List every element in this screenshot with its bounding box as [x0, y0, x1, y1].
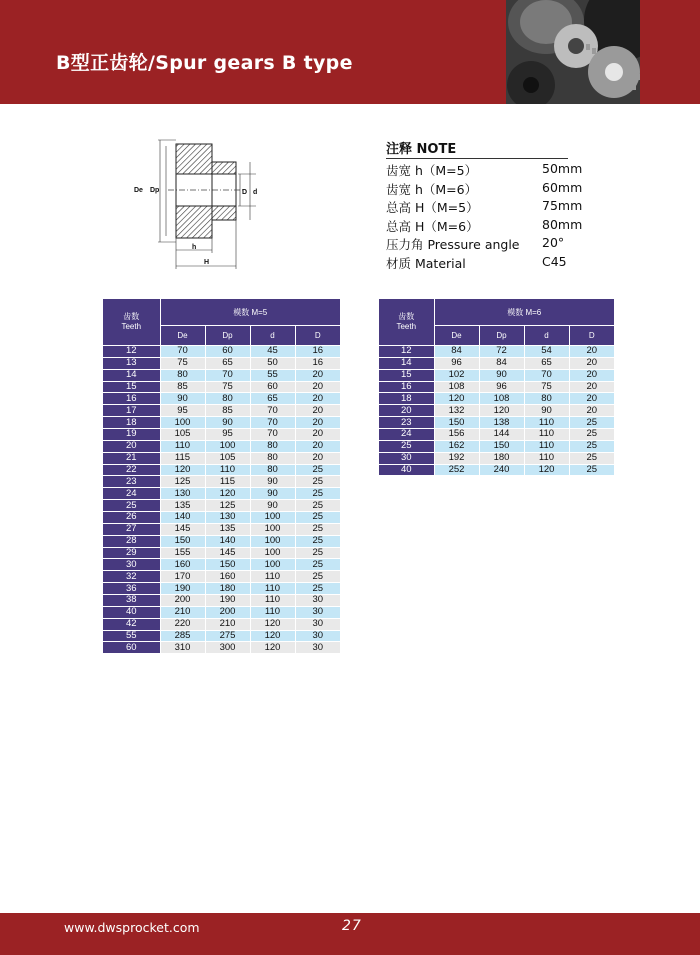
value-cell: 160: [205, 571, 250, 583]
value-cell: 162: [434, 440, 479, 452]
value-cell: 60: [205, 346, 250, 358]
teeth-cell: 19: [103, 429, 160, 441]
value-cell: 55: [250, 369, 295, 381]
value-cell: 84: [434, 346, 479, 358]
value-cell: 108: [479, 393, 524, 405]
value-cell: 220: [160, 618, 205, 630]
value-cell: 75: [524, 381, 569, 393]
value-cell: 100: [205, 440, 250, 452]
page-header: [0, 0, 700, 104]
value-cell: 30: [295, 642, 340, 653]
value-cell: 90: [250, 500, 295, 512]
value-cell: 25: [295, 535, 340, 547]
value-cell: 65: [524, 357, 569, 369]
value-cell: 80: [524, 393, 569, 405]
table-row: [103, 488, 340, 500]
value-cell: 72: [479, 346, 524, 358]
note-row: [386, 215, 586, 234]
value-cell: 80: [250, 452, 295, 464]
value-cell: 240: [479, 464, 524, 475]
gear-section-drawing: [128, 132, 278, 272]
note-rows: [386, 159, 586, 271]
value-cell: 25: [569, 452, 614, 464]
table-row: [379, 357, 614, 369]
value-cell: 190: [160, 583, 205, 595]
note-value: 75mm: [542, 198, 583, 214]
table-row: [103, 583, 340, 595]
table-row: [103, 464, 340, 476]
value-cell: 54: [524, 346, 569, 358]
value-cell: 140: [205, 535, 250, 547]
value-cell: 150: [479, 440, 524, 452]
note-label: 总高 H（M=5）: [386, 200, 479, 216]
table-row: [103, 369, 340, 381]
value-cell: 20: [295, 429, 340, 441]
teeth-cell: 15: [103, 381, 160, 393]
value-cell: 115: [205, 476, 250, 488]
teeth-cell: 24: [103, 488, 160, 500]
value-cell: 252: [434, 464, 479, 475]
value-cell: 108: [434, 381, 479, 393]
table-row: [103, 571, 340, 583]
value-cell: 45: [250, 346, 295, 358]
teeth-cell: 55: [103, 630, 160, 642]
teeth-cell: 23: [103, 476, 160, 488]
module-header: 模数 M=6: [434, 299, 614, 326]
value-cell: 100: [250, 512, 295, 524]
value-cell: 144: [479, 429, 524, 441]
note-row: [386, 178, 586, 197]
label-De: De: [134, 187, 143, 194]
table-row: [103, 642, 340, 653]
value-cell: 105: [205, 452, 250, 464]
value-cell: 25: [569, 417, 614, 429]
label-h: h: [192, 244, 197, 251]
note-value: 50mm: [542, 161, 583, 176]
teeth-cell: 40: [103, 606, 160, 618]
value-cell: 80: [250, 464, 295, 476]
table-row: [379, 452, 614, 464]
value-cell: 25: [295, 547, 340, 559]
teeth-cell: 26: [103, 512, 160, 524]
value-cell: 84: [479, 357, 524, 369]
value-cell: 145: [205, 547, 250, 559]
teeth-header-en: Teeth: [121, 322, 142, 331]
table-row: [103, 405, 340, 417]
table-row: [103, 393, 340, 405]
value-cell: 200: [205, 606, 250, 618]
teeth-cell: 16: [379, 381, 434, 393]
value-cell: 135: [160, 500, 205, 512]
value-cell: 25: [295, 500, 340, 512]
page-title: B型正齿轮/Spur gears B type: [56, 52, 353, 74]
value-cell: 138: [479, 417, 524, 429]
value-cell: 20: [295, 381, 340, 393]
note-label: 材质 Material: [386, 255, 466, 271]
teeth-header-en: Teeth: [396, 322, 417, 331]
teeth-cell: 21: [103, 452, 160, 464]
table-row: [379, 405, 614, 417]
value-cell: 110: [205, 464, 250, 476]
column-header: D: [295, 326, 340, 346]
value-cell: 140: [160, 512, 205, 524]
value-cell: 70: [250, 429, 295, 441]
note-label: 压力角 Pressure angle: [386, 237, 520, 253]
note-row: [386, 252, 586, 271]
label-d: d: [253, 189, 258, 196]
value-cell: 210: [205, 618, 250, 630]
table-row: [379, 369, 614, 381]
value-cell: 25: [295, 583, 340, 595]
value-cell: 300: [205, 642, 250, 653]
teeth-cell: 42: [103, 618, 160, 630]
value-cell: 25: [295, 571, 340, 583]
value-cell: 20: [569, 393, 614, 405]
value-cell: 110: [524, 417, 569, 429]
value-cell: 20: [295, 405, 340, 417]
table-row: [103, 476, 340, 488]
teeth-cell: 32: [103, 571, 160, 583]
value-cell: 65: [250, 393, 295, 405]
value-cell: 120: [250, 630, 295, 642]
value-cell: 95: [160, 405, 205, 417]
value-cell: 100: [250, 535, 295, 547]
value-cell: 25: [295, 476, 340, 488]
value-cell: 70: [524, 369, 569, 381]
table-row: [103, 523, 340, 535]
value-cell: 20: [569, 357, 614, 369]
value-cell: 110: [250, 571, 295, 583]
teeth-cell: 14: [379, 357, 434, 369]
value-cell: 90: [479, 369, 524, 381]
value-cell: 90: [250, 476, 295, 488]
module-header: 模数 M=5: [160, 299, 340, 326]
teeth-cell: 30: [103, 559, 160, 571]
value-cell: 115: [160, 452, 205, 464]
teeth-header-cn: 齿数: [123, 312, 140, 321]
note-row: [386, 159, 586, 178]
table-row: [103, 440, 340, 452]
spec-table-m5: [103, 299, 340, 653]
note-label: 总高 H（M=6）: [386, 218, 479, 234]
value-cell: 100: [250, 559, 295, 571]
table-row: [379, 464, 614, 475]
value-cell: 210: [160, 606, 205, 618]
column-header: Dp: [205, 326, 250, 346]
column-header: d: [524, 326, 569, 346]
value-cell: 80: [250, 440, 295, 452]
column-header: De: [160, 326, 205, 346]
value-cell: 120: [205, 488, 250, 500]
value-cell: 156: [434, 429, 479, 441]
value-cell: 110: [250, 583, 295, 595]
teeth-cell: 20: [103, 440, 160, 452]
teeth-cell: 30: [379, 452, 434, 464]
table-row: [379, 346, 614, 358]
teeth-cell: 15: [379, 369, 434, 381]
value-cell: 135: [205, 523, 250, 535]
table-row: [103, 500, 340, 512]
table-row: [103, 618, 340, 630]
teeth-cell: 22: [103, 464, 160, 476]
value-cell: 100: [250, 523, 295, 535]
value-cell: 200: [160, 595, 205, 607]
value-cell: 75: [160, 357, 205, 369]
label-H: H: [204, 259, 210, 266]
gear-dimension-diagram: [128, 132, 278, 272]
value-cell: 110: [524, 440, 569, 452]
value-cell: 102: [434, 369, 479, 381]
table-row: [379, 417, 614, 429]
value-cell: 70: [160, 346, 205, 358]
value-cell: 25: [295, 512, 340, 524]
value-cell: 145: [160, 523, 205, 535]
value-cell: 130: [160, 488, 205, 500]
value-cell: 150: [205, 559, 250, 571]
value-cell: 30: [295, 618, 340, 630]
teeth-cell: 14: [103, 369, 160, 381]
page-footer: [0, 913, 700, 955]
note-value: 60mm: [542, 179, 583, 195]
spec-table-m6: [379, 299, 614, 475]
value-cell: 120: [434, 393, 479, 405]
table-row: [103, 595, 340, 607]
value-cell: 110: [250, 606, 295, 618]
value-cell: 65: [205, 357, 250, 369]
value-cell: 25: [569, 440, 614, 452]
value-cell: 170: [160, 571, 205, 583]
table-row: [103, 346, 340, 358]
note-row: [386, 196, 586, 215]
value-cell: 20: [295, 440, 340, 452]
value-cell: 25: [569, 464, 614, 475]
value-cell: 110: [160, 440, 205, 452]
value-cell: 25: [295, 488, 340, 500]
value-cell: 120: [524, 464, 569, 475]
value-cell: 90: [250, 488, 295, 500]
value-cell: 30: [295, 606, 340, 618]
table-row: [379, 440, 614, 452]
table-row: [103, 357, 340, 369]
value-cell: 95: [205, 429, 250, 441]
note-label: 齿宽 h（M=6）: [386, 181, 478, 197]
value-cell: 105: [160, 429, 205, 441]
value-cell: 160: [160, 559, 205, 571]
teeth-cell: 23: [379, 417, 434, 429]
gears-photo-illustration: [506, 0, 640, 104]
table-row: [103, 512, 340, 524]
table-row: [103, 429, 340, 441]
value-cell: 150: [160, 535, 205, 547]
teeth-header: [103, 299, 160, 346]
value-cell: 120: [250, 642, 295, 653]
teeth-cell: 18: [379, 393, 434, 405]
teeth-header: [379, 299, 434, 346]
value-cell: 20: [295, 369, 340, 381]
value-cell: 180: [479, 452, 524, 464]
teeth-cell: 60: [103, 642, 160, 653]
value-cell: 285: [160, 630, 205, 642]
value-cell: 275: [205, 630, 250, 642]
value-cell: 25: [569, 429, 614, 441]
value-cell: 25: [295, 523, 340, 535]
teeth-cell: 25: [379, 440, 434, 452]
value-cell: 90: [524, 405, 569, 417]
value-cell: 100: [250, 547, 295, 559]
note-value: C45: [542, 253, 567, 269]
table-row: [103, 535, 340, 547]
table-row: [379, 393, 614, 405]
table-row: [103, 381, 340, 393]
table-row: [379, 381, 614, 393]
table-row: [379, 429, 614, 441]
value-cell: 190: [205, 595, 250, 607]
teeth-cell: 29: [103, 547, 160, 559]
website-url: www.dwsprocket.com: [64, 920, 200, 935]
column-header: D: [569, 326, 614, 346]
column-header: d: [250, 326, 295, 346]
value-cell: 96: [434, 357, 479, 369]
value-cell: 50: [250, 357, 295, 369]
value-cell: 110: [524, 429, 569, 441]
value-cell: 80: [160, 369, 205, 381]
table-row: [103, 559, 340, 571]
value-cell: 20: [569, 381, 614, 393]
teeth-cell: 17: [103, 405, 160, 417]
column-header: De: [434, 326, 479, 346]
value-cell: 110: [524, 452, 569, 464]
teeth-cell: 28: [103, 535, 160, 547]
value-cell: 60: [250, 381, 295, 393]
value-cell: 20: [569, 405, 614, 417]
teeth-cell: 20: [379, 405, 434, 417]
value-cell: 180: [205, 583, 250, 595]
label-Dp: Dp: [150, 187, 160, 194]
table-row: [103, 417, 340, 429]
note-value: 20°: [542, 235, 565, 251]
column-header: Dp: [479, 326, 524, 346]
value-cell: 90: [205, 417, 250, 429]
value-cell: 20: [295, 393, 340, 405]
value-cell: 70: [250, 405, 295, 417]
teeth-cell: 12: [379, 346, 434, 358]
teeth-cell: 25: [103, 500, 160, 512]
value-cell: 120: [250, 618, 295, 630]
value-cell: 25: [295, 464, 340, 476]
value-cell: 20: [295, 452, 340, 464]
value-cell: 132: [434, 405, 479, 417]
teeth-cell: 40: [379, 464, 434, 475]
value-cell: 30: [295, 630, 340, 642]
value-cell: 85: [160, 381, 205, 393]
value-cell: 30: [295, 595, 340, 607]
value-cell: 70: [250, 417, 295, 429]
note-label: 齿宽 h（M=5）: [386, 163, 478, 178]
value-cell: 16: [295, 357, 340, 369]
table-row: [103, 606, 340, 618]
note-title: 注释 NOTE: [386, 138, 568, 159]
value-cell: 310: [160, 642, 205, 653]
header-right-band: [640, 0, 700, 104]
gears-photo: [506, 0, 640, 104]
teeth-cell: 27: [103, 523, 160, 535]
teeth-cell: 36: [103, 583, 160, 595]
value-cell: 100: [160, 417, 205, 429]
value-cell: 80: [205, 393, 250, 405]
value-cell: 96: [479, 381, 524, 393]
value-cell: 120: [160, 464, 205, 476]
value-cell: 150: [434, 417, 479, 429]
note-block: [386, 138, 586, 271]
value-cell: 125: [205, 500, 250, 512]
value-cell: 110: [250, 595, 295, 607]
page-number: 27: [342, 918, 362, 934]
teeth-cell: 24: [379, 429, 434, 441]
value-cell: 20: [569, 346, 614, 358]
value-cell: 25: [295, 559, 340, 571]
value-cell: 16: [295, 346, 340, 358]
note-value: 80mm: [542, 216, 583, 232]
value-cell: 155: [160, 547, 205, 559]
teeth-cell: 18: [103, 417, 160, 429]
teeth-header-cn: 齿数: [398, 312, 415, 321]
value-cell: 20: [569, 369, 614, 381]
value-cell: 85: [205, 405, 250, 417]
teeth-cell: 38: [103, 595, 160, 607]
value-cell: 125: [160, 476, 205, 488]
teeth-cell: 12: [103, 346, 160, 358]
note-row: [386, 233, 586, 252]
value-cell: 192: [434, 452, 479, 464]
value-cell: 20: [295, 417, 340, 429]
value-cell: 75: [205, 381, 250, 393]
value-cell: 90: [160, 393, 205, 405]
table-row: [103, 630, 340, 642]
value-cell: 70: [205, 369, 250, 381]
teeth-cell: 13: [103, 357, 160, 369]
value-cell: 130: [205, 512, 250, 524]
table-row: [103, 452, 340, 464]
label-D: D: [242, 189, 248, 196]
table-row: [103, 547, 340, 559]
value-cell: 120: [479, 405, 524, 417]
teeth-cell: 16: [103, 393, 160, 405]
